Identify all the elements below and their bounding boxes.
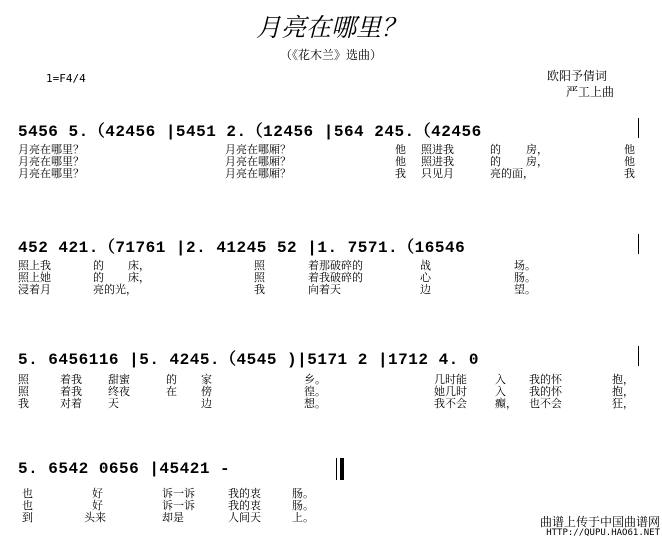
- final-barline-thin: [336, 458, 337, 480]
- notation-line-1: 5456 5.（42456 |5451 2.（12456 |564 245.（42456: [18, 123, 482, 141]
- barline: [638, 234, 639, 254]
- key-signature: 1=F4/4: [46, 72, 86, 85]
- site-url: HTTP://QUPU.HAO61.NET: [546, 528, 660, 538]
- notation-line-4: 5. 6542 0656 |45421 -: [18, 460, 231, 478]
- final-barline-thick: [340, 458, 344, 480]
- composer-credit: 严工上曲: [566, 85, 615, 99]
- barline: [638, 346, 639, 366]
- song-title: 月亮在哪里？: [255, 13, 406, 42]
- site-watermark: 曲谱上传于中国曲谱网: [539, 515, 660, 529]
- notation-line-3: 5. 6456116 |5. 4245.（4545 )|5171 2 |1712 4. 0: [18, 351, 479, 369]
- notation-line-2: 452 421.（71761 |2. 41245 52 |1. 7571.（16546: [18, 239, 466, 257]
- barline: [638, 118, 639, 138]
- song-subtitle: （《花木兰》选曲）: [279, 48, 382, 62]
- lyricist-credit: 欧阳予倩词: [547, 69, 608, 83]
